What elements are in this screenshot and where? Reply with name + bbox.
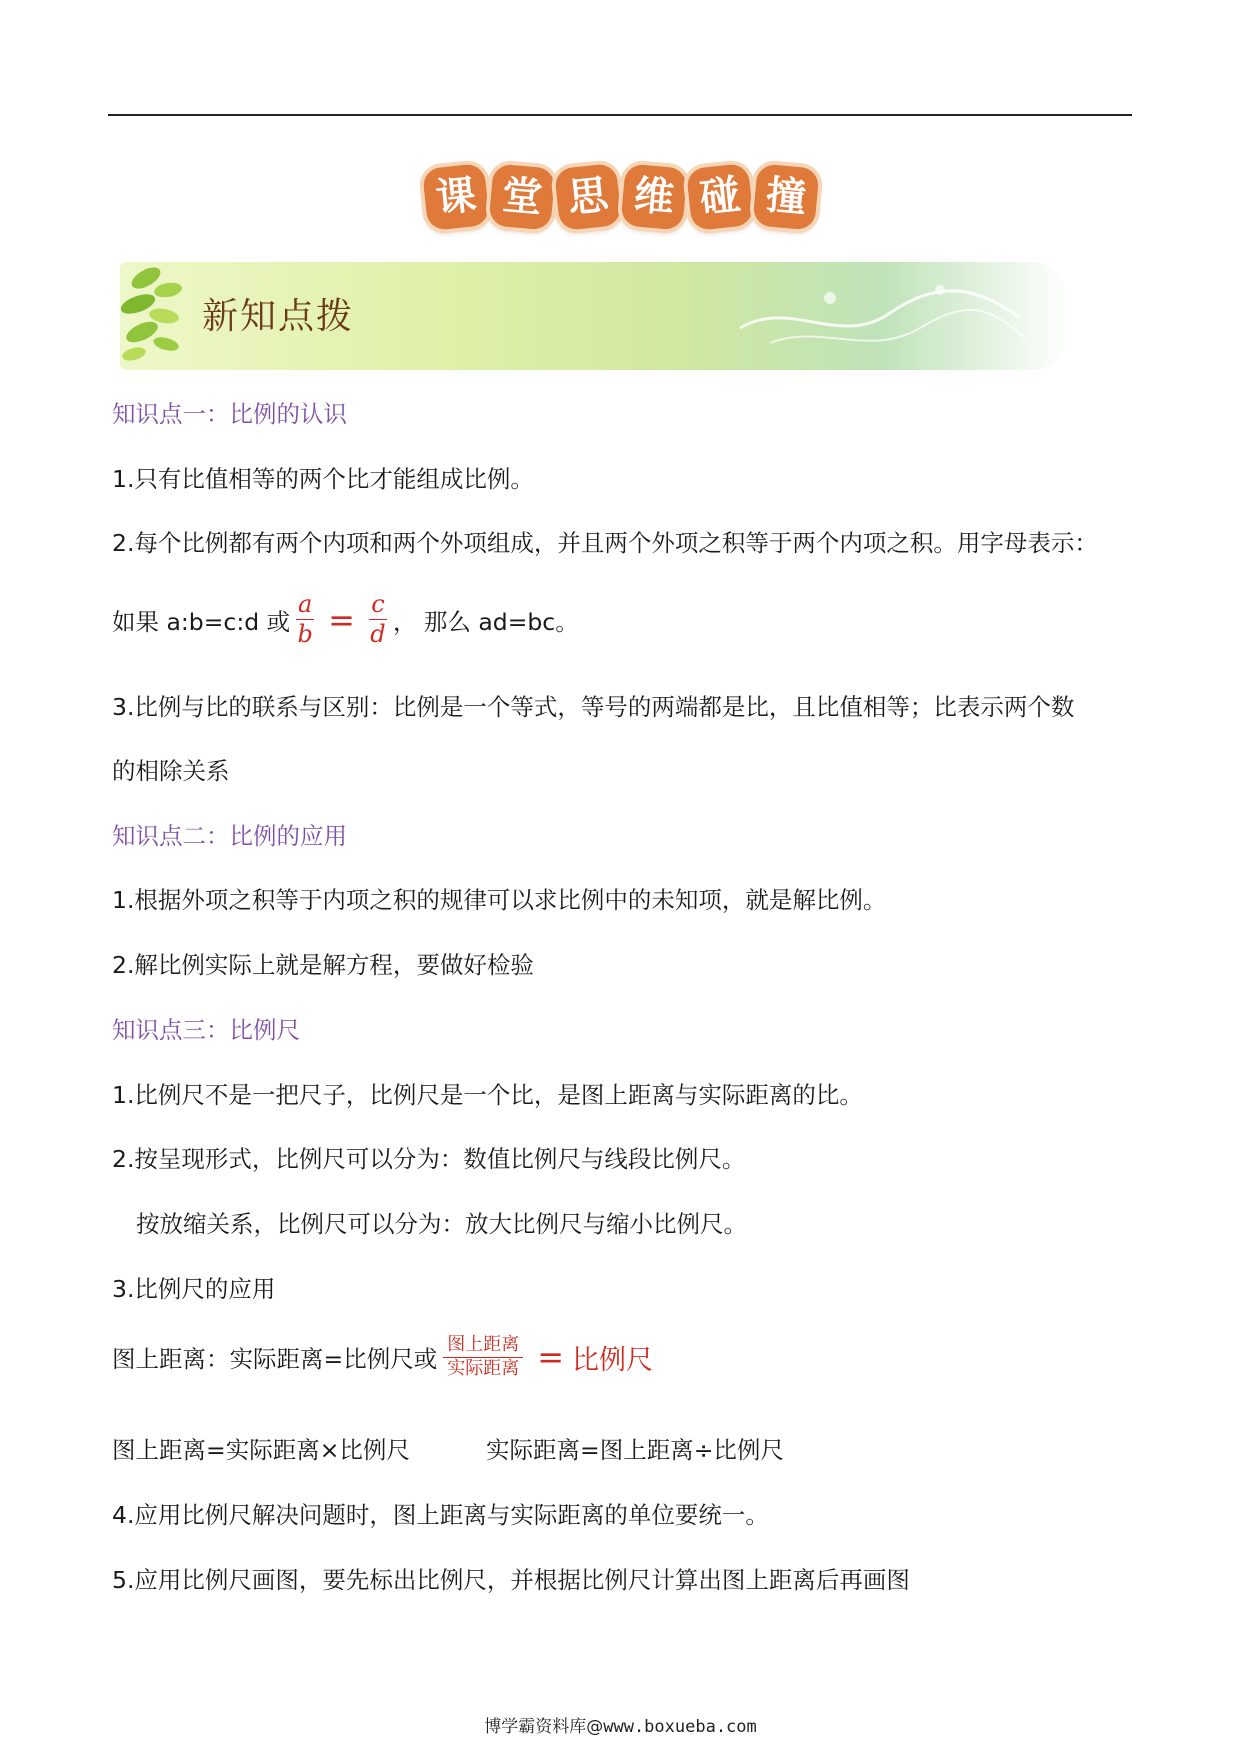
fraction-map-over-actual (443, 1336, 523, 1379)
page-footer (0, 1712, 1241, 1737)
title-char: 碰 (685, 163, 753, 231)
fraction-denominator: 实际距离 (447, 1357, 520, 1379)
list-item: 3.比例尺的应用 (112, 1275, 276, 1303)
fraction-a-over-b (296, 592, 314, 647)
title-char: 课 (421, 163, 489, 231)
formula-line: 图上距离=实际距离×比例尺 (112, 1436, 410, 1464)
list-item-continued: 的相除关系 (112, 757, 230, 785)
knowledge-point-heading: 知识点三：比例尺 (112, 1016, 300, 1044)
knowledge-point-heading: 知识点一：比例的认识 (112, 400, 347, 428)
list-item: 3.比例与比的联系与区别：比例是一个等式，等号的两端都是比，且比值相等；比表示两个数 (112, 693, 1075, 721)
list-item: 4.应用比例尺解决问题时，图上距离与实际距离的单位要统一。 (112, 1501, 769, 1529)
list-item: 5.应用比例尺画图，要先标出比例尺，并根据比例尺计算出图上距离后再画图 (112, 1566, 910, 1594)
list-item-continued: 按放缩关系，比例尺可以分为：放大比例尺与缩小比例尺。 (136, 1210, 747, 1238)
equals-sign: = (328, 600, 355, 639)
equals-sign: = (537, 1338, 565, 1377)
header-rule (108, 114, 1132, 116)
fraction-numerator: 图上距离 (447, 1334, 520, 1355)
formula-text: 图上距离：实际距离=比例尺或 (112, 1345, 438, 1374)
leaves-icon (116, 256, 196, 366)
formula-text: ， 那么 ad=bc。 (392, 607, 579, 636)
formula-text: 如果 a:b=c:d 或 (112, 607, 291, 636)
list-item: 1.只有比值相等的两个比才能组成比例。 (112, 465, 534, 493)
list-item: 2.解比例实际上就是解方程，要做好检验 (112, 951, 534, 979)
swirl-decoration-icon (730, 268, 1030, 358)
formula-result: 比例尺 (572, 1344, 654, 1376)
section-title (0, 166, 1241, 246)
list-item: 1.根据外项之积等于内项之积的规律可以求比例中的未知项，就是解比例。 (112, 886, 887, 914)
ratio-formula (112, 592, 579, 647)
title-char: 思 (553, 163, 621, 231)
fraction-numerator: c (371, 590, 385, 618)
banner-title: 新知点拨 (202, 296, 355, 337)
title-char: 维 (620, 163, 687, 230)
section-banner (120, 262, 1070, 370)
fraction-denominator: d (370, 620, 386, 649)
fraction-denominator: b (297, 620, 313, 649)
fraction-c-over-d (369, 592, 387, 647)
list-item: 1.比例尺不是一把尺子，比例尺是一个比，是图上距离与实际距离的比。 (112, 1081, 863, 1109)
list-item: 2.每个比例都有两个内项和两个外项组成，并且两个外项之积等于两个内项之积。用字母表示： (112, 529, 1098, 557)
formula-line: 实际距离=图上距离÷比例尺 (486, 1436, 784, 1464)
footer-url: www.boxueba.com (603, 1717, 757, 1737)
footer-site: 博学霸资料库@ (484, 1717, 604, 1737)
fraction-numerator: a (297, 590, 313, 618)
knowledge-point-heading: 知识点二：比例的应用 (112, 822, 347, 850)
list-item: 2.按呈现形式，比例尺可以分为：数值比例尺与线段比例尺。 (112, 1145, 746, 1173)
title-char: 撞 (752, 163, 819, 230)
scale-formula (112, 1336, 653, 1379)
title-char: 堂 (488, 163, 555, 230)
